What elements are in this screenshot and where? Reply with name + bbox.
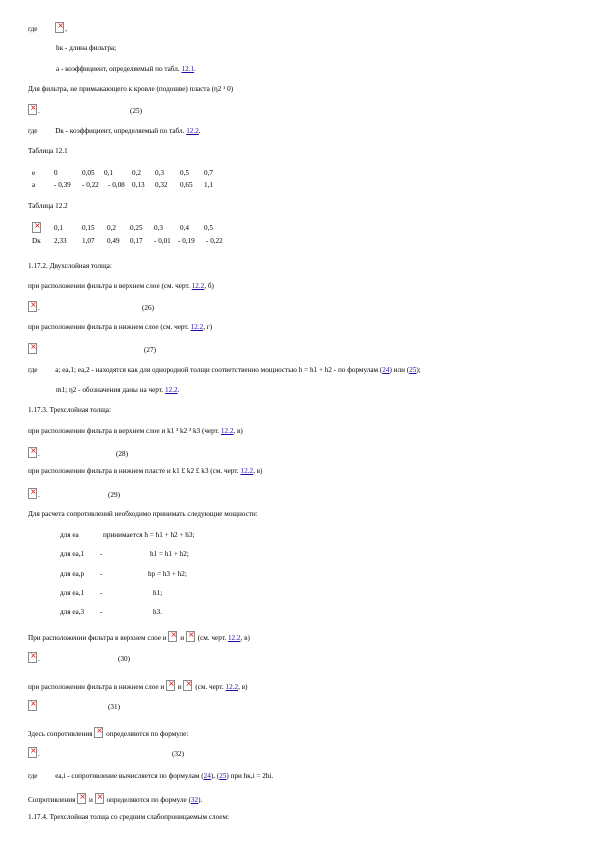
equation-number: (30)	[118, 655, 130, 663]
paragraph-filter-upper: при расположении фильтра в верхнем слое (см. черт. 12.2, б)	[28, 282, 214, 290]
formula-ref-link[interactable]: 24	[382, 366, 390, 374]
table-cell: 0,3	[155, 169, 164, 177]
table-cell: Dк	[32, 237, 41, 245]
table-cell: 0,65	[180, 181, 193, 189]
paragraph-filter-lower: при расположении фильтра в нижнем слое (см. черт. 12.2, г)	[28, 323, 213, 331]
formula-ref-link[interactable]: 32	[190, 796, 199, 804]
broken-image-icon	[28, 488, 37, 499]
table-cell: 0,15	[82, 224, 95, 232]
broken-image-icon	[168, 631, 177, 642]
paragraph-resistances-2: Сопротивления × и × определяются по формуле (32).	[28, 793, 202, 804]
equation-number: (26)	[142, 304, 154, 312]
table-cell: - 0,22	[206, 237, 223, 245]
equation-number: (31)	[108, 703, 120, 711]
equation-number: (27)	[144, 346, 156, 354]
equation-number: (25)	[130, 107, 142, 115]
list-item-label: для ea,1	[60, 550, 85, 558]
broken-image-icon	[28, 747, 37, 758]
formula-ref-link[interactable]: 25	[219, 772, 227, 780]
formula-ref-link[interactable]: 25	[409, 366, 417, 374]
broken-image-icon	[55, 22, 64, 33]
broken-image-icon	[28, 343, 37, 354]
table-12-1-title: Таблица 12.1	[28, 147, 68, 155]
drawing-ref-link[interactable]: 12.2	[220, 427, 234, 435]
section-heading-3: 1.17.3. Трехслойная толща:	[28, 406, 111, 414]
table-cell: a	[32, 181, 36, 189]
formula-25: ×.	[28, 104, 40, 115]
definition-hk	[56, 45, 116, 52]
broken-image-icon	[28, 104, 37, 115]
broken-image-icon	[28, 652, 37, 663]
paragraph-thickness: Для расчета сопротивлений необходимо принимать следующие мощности:	[28, 510, 258, 518]
formula-32: ×.	[28, 747, 40, 758]
paragraph-filter-not-adjacent: Для фильтра, не примыкающего к кровле (подошве) пласта (η2 ¹ 0)	[28, 85, 234, 93]
definition-a-text: a - коэффициент, определяемый по табл.	[56, 65, 182, 73]
table-cell: 0,13	[132, 181, 145, 189]
list-item-dash: -	[100, 570, 103, 578]
list-item-dash: -	[100, 608, 103, 616]
definition-hk-text: - длина фильтра;	[63, 44, 117, 52]
definition-m1: m1; η2 - обозначения даны на черт. 12.2.	[56, 386, 180, 394]
table-cell: - 0,01	[154, 237, 171, 245]
list-item-label: для ea,1	[60, 589, 85, 597]
list-item-dash: -	[100, 589, 103, 597]
broken-image-icon	[183, 680, 192, 691]
drawing-ref-link[interactable]: 12.2	[190, 323, 204, 331]
table-cell: - 0,19	[178, 237, 195, 245]
symbol-hk: hк	[56, 44, 64, 52]
broken-image-icon	[95, 793, 104, 804]
table-ref-link[interactable]: 12.2	[186, 127, 199, 135]
table-cell: 0,49	[107, 237, 120, 245]
formula-28: ×.	[28, 447, 40, 458]
list-item-value: hp = h3 + h2;	[148, 570, 187, 578]
section-heading-4: 1.17.4. Трехслойная толща со средним слабопроницаемым слоем:	[28, 813, 230, 821]
table-cell: 0,17	[130, 237, 143, 245]
where-label: где × ,	[28, 22, 67, 33]
broken-image-icon	[166, 680, 175, 691]
table-cell: 0,1	[54, 224, 63, 232]
list-item-dash: -	[100, 550, 103, 558]
table-cell: 0,32	[155, 181, 168, 189]
section-heading-2: 1.17.2. Двухслойная толща:	[28, 262, 112, 270]
broken-image-icon	[77, 793, 86, 804]
table-cell: 0,5	[180, 169, 189, 177]
broken-image-icon	[32, 222, 41, 233]
table-cell: 0,7	[204, 169, 213, 177]
table-cell: - 0,22	[82, 181, 99, 189]
where-text: где	[28, 127, 38, 135]
equation-number: (29)	[108, 491, 120, 499]
paragraph-filter-lower-3b: при расположении фильтра в нижнем слое и × и × (см. черт. 12.2, в)	[28, 680, 247, 691]
table-ref-link[interactable]: 12.1	[181, 65, 195, 73]
equation-number: (28)	[116, 450, 128, 458]
where-paragraph-2: где a; ea,1; ea,2 - находятся как для однородной толщи соответственно мощностью h = h1 + h2 - по формулам (24) или (25);	[28, 366, 421, 374]
table-cell: 0,2	[132, 169, 141, 177]
broken-image-icon	[94, 727, 103, 738]
table-cell: 0,2	[107, 224, 116, 232]
broken-image-icon	[28, 700, 37, 711]
paragraph-filter-lower-3: при расположении фильтра в нижнем пласте и k1 £ k2 £ k3 (см. черт. 12.2, в)	[28, 467, 263, 475]
where-paragraph-3: где ea,i - сопротивление вычисляется по формулам (24), (25) при hк,i = 2hi.	[28, 772, 274, 780]
paragraph-filter-upper-3: при расположении фильтра в верхнем слое и k1 ³ k2 ³ k3 (черт. 12.2, в)	[28, 427, 243, 435]
definition-dk-text: Dк - коэффициент, определяемый по табл.	[55, 127, 187, 135]
table-cell: 1,07	[82, 237, 95, 245]
table-cell: 0,4	[180, 224, 189, 232]
drawing-ref-link[interactable]: 12.2	[225, 683, 239, 691]
list-item-label: для ea,3	[60, 608, 85, 616]
equation-number: (32)	[172, 750, 184, 758]
table-cell: 0,1	[104, 169, 113, 177]
where-text: где	[28, 25, 38, 33]
paragraph-resistance: Здесь сопротивления × определяются по формуле:	[28, 727, 188, 738]
table-cell: 0,3	[154, 224, 163, 232]
where-dk: где Dк - коэффициент, определяемый по табл. 12.2.	[28, 127, 201, 135]
table-12-2-title: Таблица 12.2	[28, 202, 68, 210]
table-cell: 0,05	[82, 169, 95, 177]
formula-29: ×.	[28, 488, 40, 499]
list-item-label: для ea	[60, 531, 79, 539]
formula-27	[28, 343, 38, 354]
table-cell: 0,5	[204, 224, 213, 232]
drawing-ref-link[interactable]: 12.2	[227, 634, 241, 642]
table-cell: 1,1	[204, 181, 213, 189]
list-item-value: h1 = h1 + h2;	[150, 550, 189, 558]
list-item-value: h1;	[153, 589, 163, 597]
table-cell: 2,33	[54, 237, 67, 245]
table-cell: 0,25	[130, 224, 143, 232]
broken-image-icon	[28, 301, 37, 312]
formula-26: ×.	[28, 301, 40, 312]
table-cell: - 0,39	[54, 181, 71, 189]
where-text: где	[28, 366, 38, 374]
formula-31	[28, 700, 38, 711]
formula-30: ×.	[28, 652, 40, 663]
list-item-label: для ea,p	[60, 570, 85, 578]
formula-ref-link[interactable]: 24	[203, 772, 211, 780]
list-item-value: h3.	[153, 608, 162, 616]
broken-image-icon	[186, 631, 195, 642]
broken-image-icon	[28, 447, 37, 458]
table-cell: 0	[54, 169, 58, 177]
table-cell: - 0,08	[108, 181, 125, 189]
drawing-ref-link[interactable]: 12.2	[240, 467, 254, 475]
table-cell: e	[32, 169, 36, 177]
drawing-ref-link[interactable]: 12.2	[165, 386, 178, 394]
paragraph-filter-upper-3b: При расположении фильтра в верхнем слое и × и × (см. черт. 12.2, в)	[28, 631, 250, 642]
list-item-value: принимается h = h1 + h2 + h3;	[103, 531, 195, 539]
where-text: где	[28, 772, 38, 780]
definition-a: a - коэффициент, определяемый по табл. 12.1.	[56, 65, 196, 73]
drawing-ref-link[interactable]: 12.2	[191, 282, 205, 290]
